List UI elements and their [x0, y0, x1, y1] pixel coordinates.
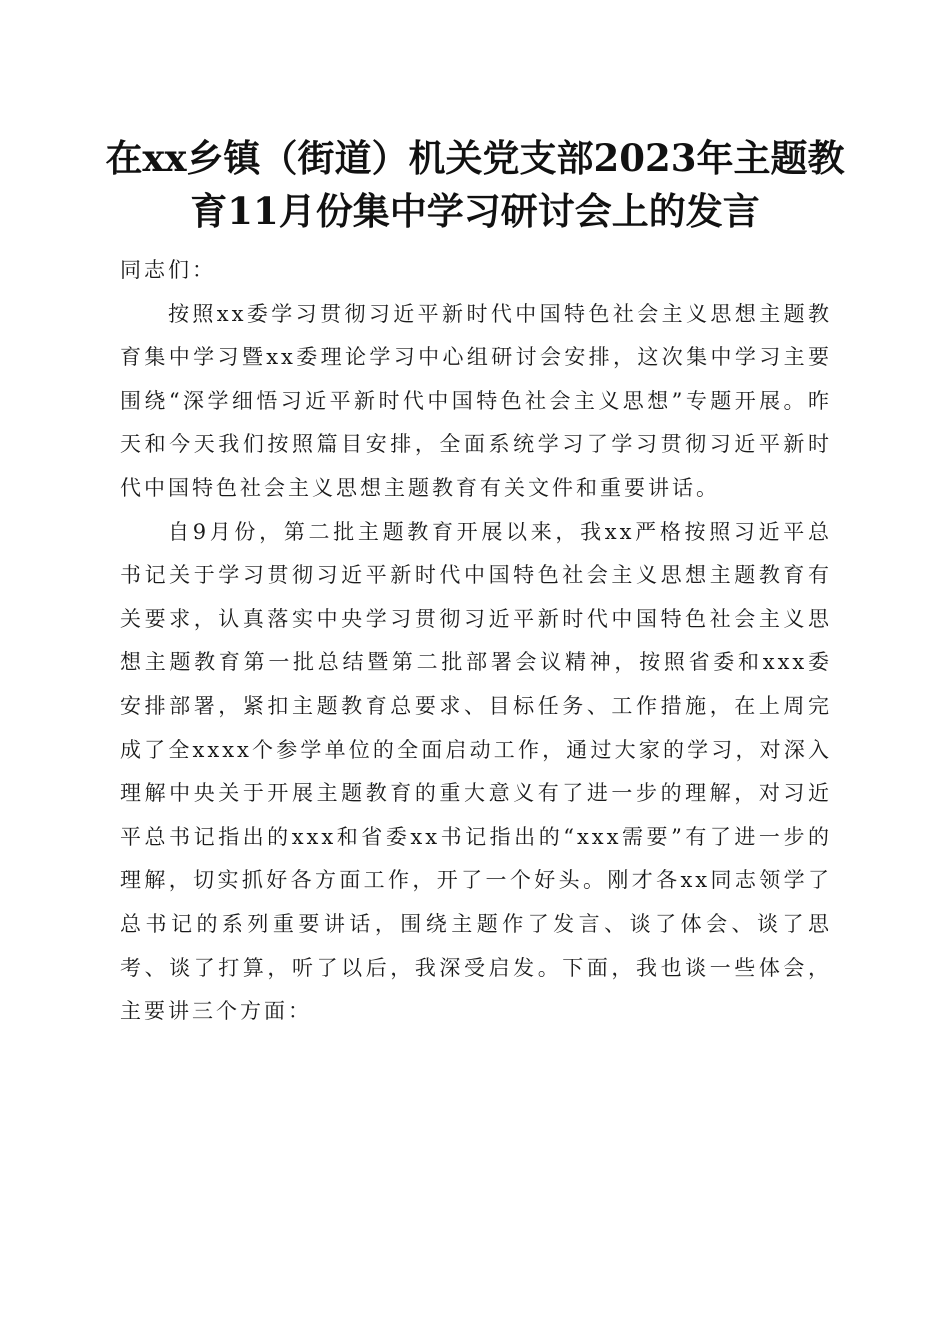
document-body	[120, 249, 832, 1034]
document-title: 在xx乡镇（街道）机关党支部2023年主题教育11月份集中学习研讨会上的发言	[105, 136, 845, 233]
paragraph-2: 自9月份，第二批主题教育开展以来，我xx严格按照习近平总书记关于学习贯彻习近平新时代中国特色社会主义思想主题教育有关要求，认真落实中央学习贯彻习近平新时代中国特色社会主义思想主题教育第一批总结暨第二批部署会议精神，按照省委和xxx委安排部署，紧扣主题教育总要求、目标任务、工作措施，在上周完成了全xxxx个参学单位的全面启动工作，通过大家的学习，对深入理解中央关于开展主题教育的重大意义有了进一步的理解，对习近平总书记指出的xxx和省委xx书记指出的“xxx需要”有了进一步的理解，切实抓好各方面工作，开了一个好头。刚才各xx同志领学了总书记的系列重要讲话，围绕主题作了发言、谈了体会、谈了思考、谈了打算，听了以后，我深受启发。下面，我也谈一些体会，主要讲三个方面：	[120, 519, 832, 1024]
paragraph-1: 按照xx委学习贯彻习近平新时代中国特色社会主义思想主题教育集中学习暨xx委理论学习中心组研讨会安排，这次集中学习主要围绕“深学细悟习近平新时代中国特色社会主义思想”专题开展。昨天和今天我们按照篇目安排，全面系统学习了学习贯彻习近平新时代中国特色社会主义思想主题教育有关文件和重要讲话。	[120, 301, 832, 500]
salutation: 同志们：	[120, 258, 216, 282]
